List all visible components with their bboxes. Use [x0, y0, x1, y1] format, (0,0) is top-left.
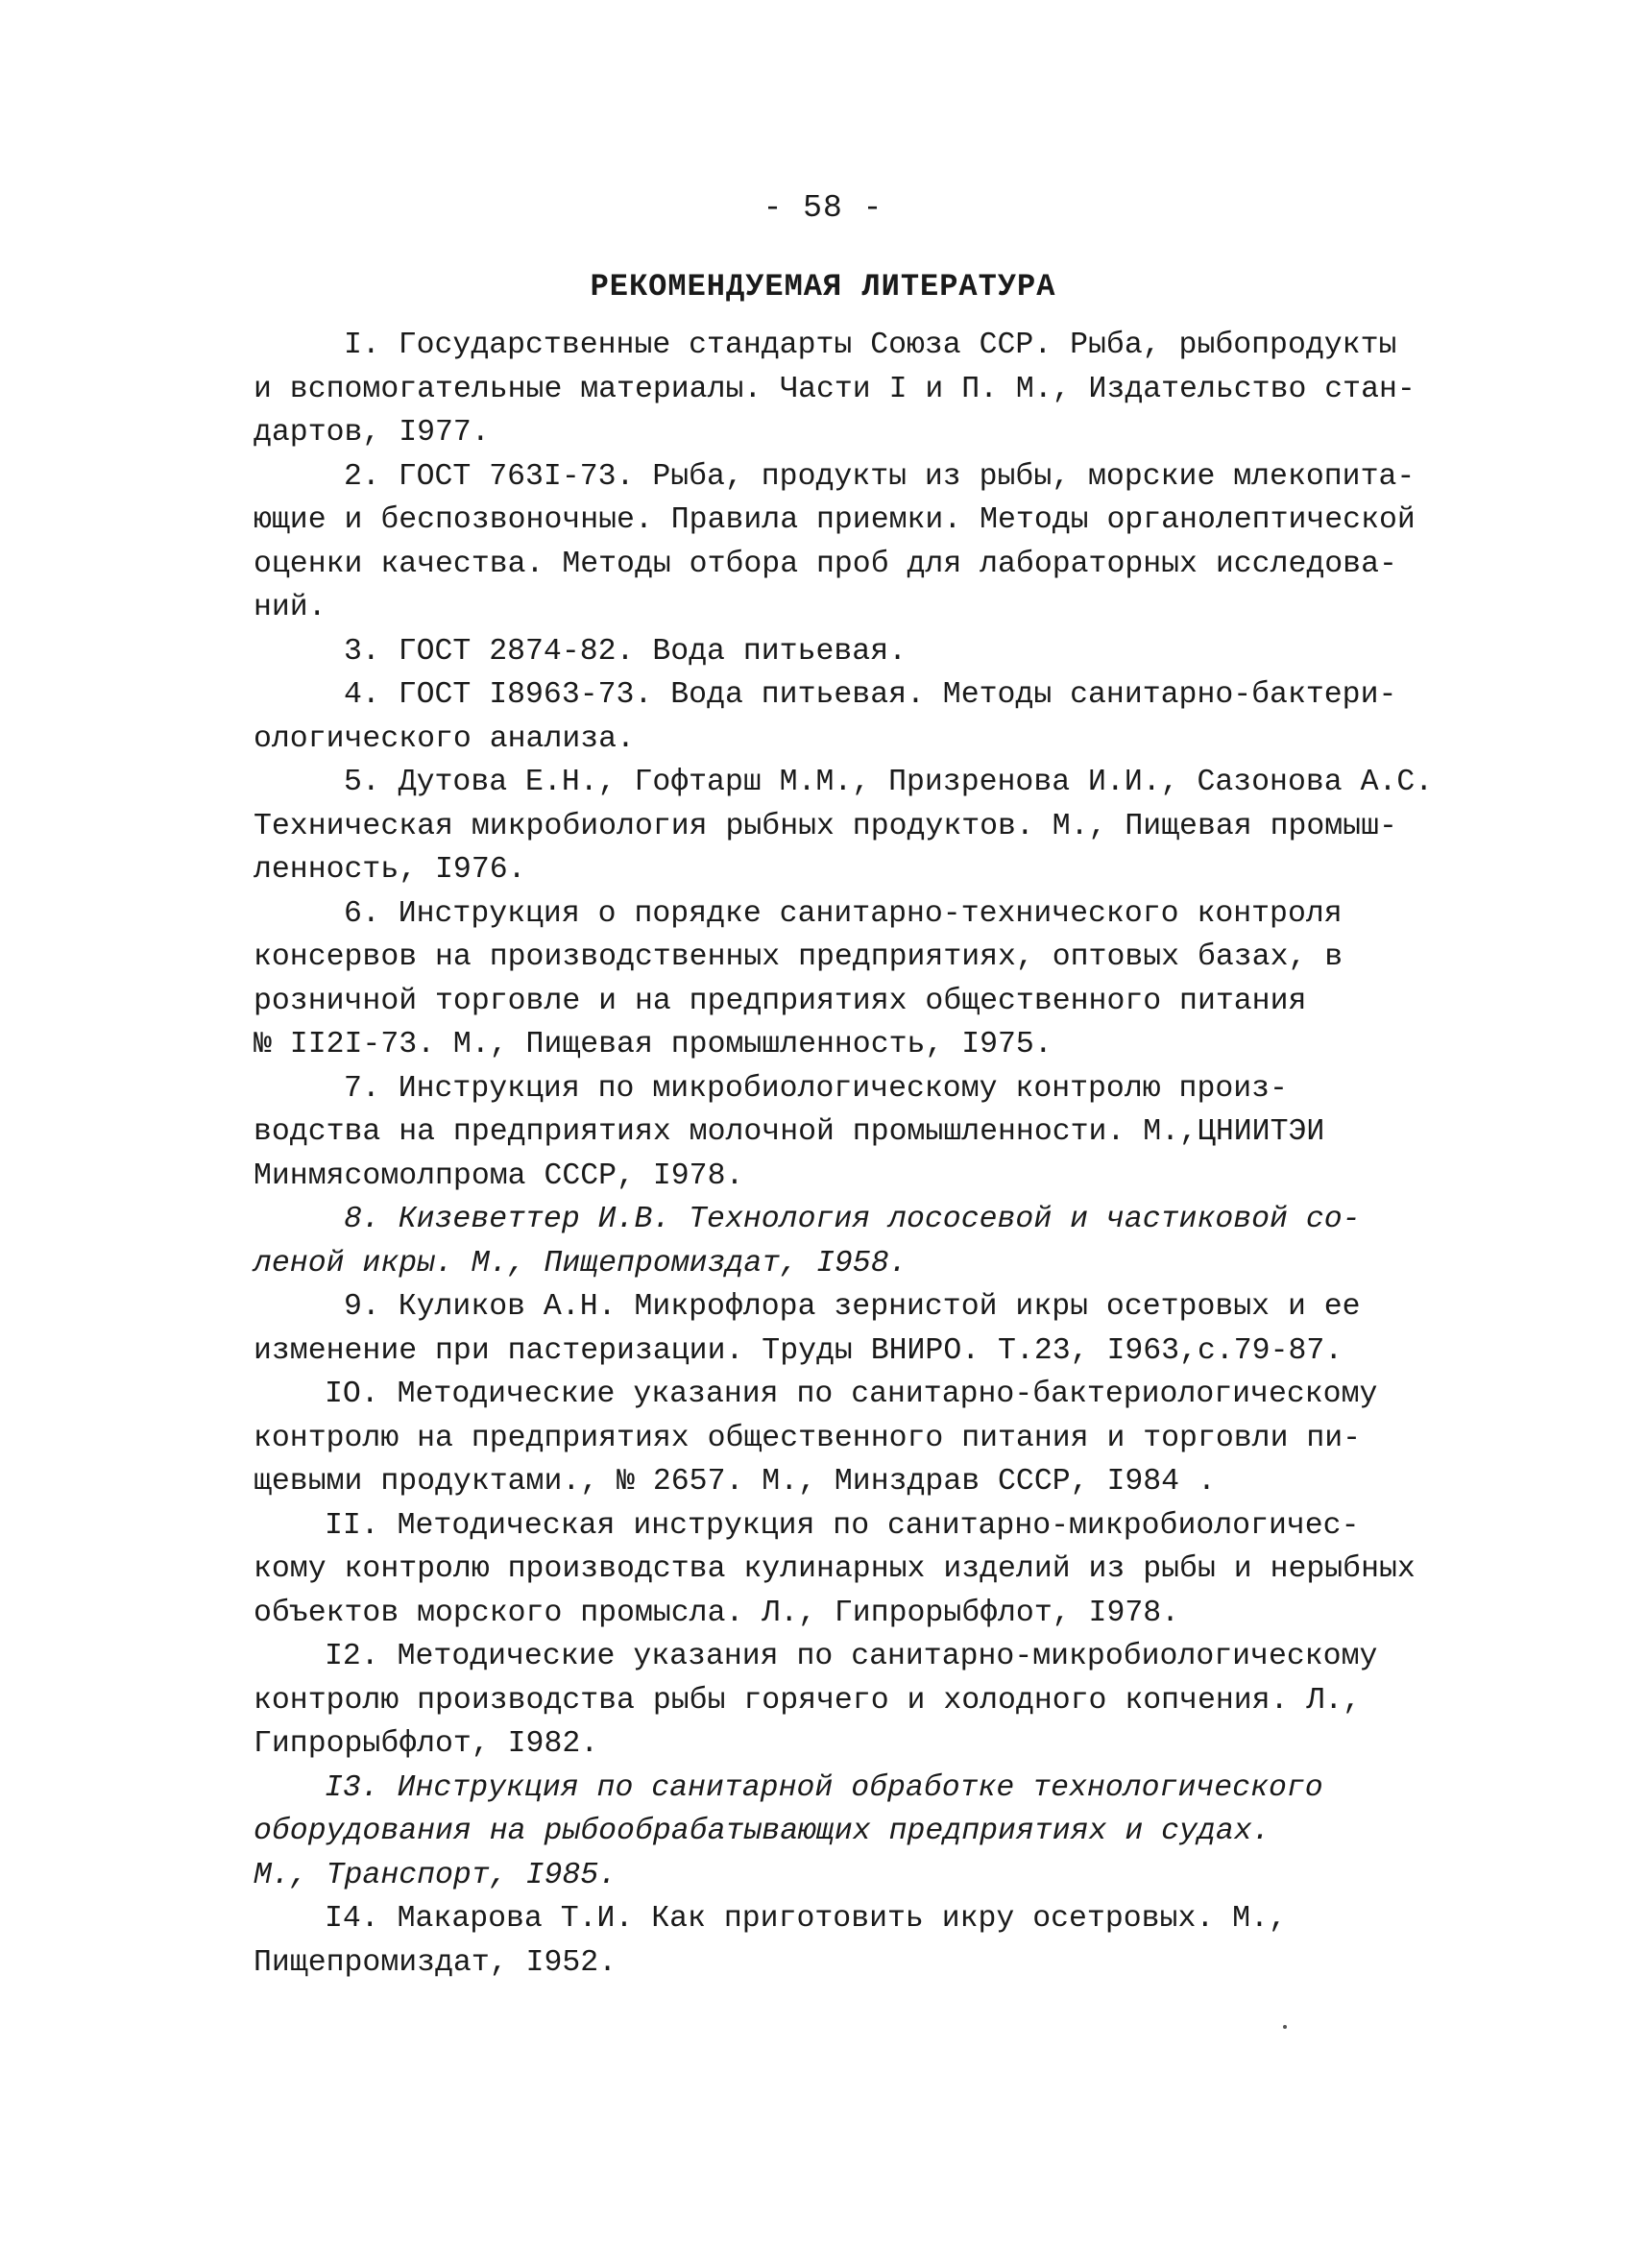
- reference-line: I3. Инструкция по санитарной обработке технологического: [325, 1770, 1323, 1805]
- reference-item: [254, 324, 1454, 455]
- reference-item: [254, 761, 1454, 892]
- reference-item: [254, 1067, 1454, 1199]
- scan-speck: [1283, 2025, 1287, 2029]
- reference-line: М., Транспорт, I985.: [254, 1858, 617, 1892]
- reference-item: [254, 673, 1454, 761]
- reference-line: 3. ГОСТ 2874-82. Вода питьевая.: [344, 634, 907, 669]
- reference-line: Гипрорыбфлот, I982.: [254, 1727, 599, 1761]
- reference-line: Минмясомолпрома СССР, I978.: [254, 1158, 744, 1193]
- reference-line: IO. Методические указания по санитарно-бактериологическому: [325, 1378, 1378, 1411]
- reference-line: I. Государственные стандарты Союза ССР. Рыба, рыбопродукты: [344, 329, 1397, 362]
- reference-line: ющие и беспозвоночные. Правила приемки. Методы органолептической: [254, 503, 1416, 537]
- reference-line: объектов морского промысла. Л., Гипрорыбфлот, I978.: [254, 1596, 1180, 1630]
- reference-line: 6. Инструкция о порядке санитарно-технического контроля: [344, 896, 1343, 931]
- reference-line: розничной торговле и на предприятиях общественного питания: [254, 984, 1307, 1018]
- reference-line: леной икры. М., Пищепромиздат, I958.: [254, 1246, 908, 1280]
- reference-item: [254, 1635, 1454, 1767]
- reference-line: кому контролю производства кулинарных изделий из рыбы и нерыбных: [254, 1552, 1416, 1586]
- reference-line: 9. Куликов А.Н. Микрофлора зернистой икры осетровых и ее: [344, 1290, 1361, 1324]
- reference-line: ологического анализа.: [254, 721, 635, 756]
- reference-line: дартов, I977.: [254, 416, 490, 450]
- reference-item: [254, 1285, 1454, 1373]
- reference-line: ний.: [254, 591, 327, 624]
- reference-line: Техническая микробиология рыбных продуктов. М., Пищевая промыш-: [254, 809, 1397, 843]
- page-title: РЕКОМЕНДУЕМАЯ ЛИТЕРАТУРА: [590, 269, 1056, 305]
- reference-item: [254, 1198, 1454, 1285]
- reference-line: изменение при пастеризации. Труды ВНИРО. Т.23, I963,с.79-87.: [254, 1333, 1343, 1368]
- reference-line: I2. Методические указания по санитарно-микробиологическому: [325, 1640, 1378, 1673]
- reference-line: оборудования на рыбообрабатывающих предприятиях и судах.: [254, 1815, 1271, 1848]
- reference-line: щевыми продуктами., № 2657. М., Минздрав СССР, I984 .: [254, 1465, 1216, 1499]
- reference-item: [254, 630, 1454, 674]
- reference-line: и вспомогательные материалы. Части I и П. М., Издательство стан-: [254, 372, 1416, 406]
- page-number: - 58 -: [762, 190, 884, 226]
- reference-item: [254, 1897, 1454, 1985]
- reference-line: № II2I-73. М., Пищевая промышленность, I975.: [254, 1028, 1053, 1061]
- reference-list: [254, 324, 1454, 1985]
- reference-line: 5. Дутова Е.Н., Гофтарш М.М., Призренова И.И., Сазонова А.С.: [344, 766, 1434, 799]
- reference-item: [254, 1767, 1454, 1898]
- reference-line: 7. Инструкция по микробиологическому контролю произ-: [344, 1071, 1288, 1106]
- reference-line: контролю на предприятиях общественного питания и торговли пи-: [254, 1421, 1362, 1455]
- reference-line: 8. Кизеветтер И.В. Технология лососевой и частиковой со-: [344, 1203, 1361, 1236]
- reference-item: [254, 1373, 1454, 1504]
- reference-line: II. Методическая инструкция по санитарно-микробиологичес-: [325, 1508, 1360, 1543]
- reference-line: оценки качества. Методы отбора проб для лабораторных исследова-: [254, 547, 1397, 581]
- reference-line: 2. ГОСТ 763I-73. Рыба, продукты из рыбы, морские млекопита-: [344, 459, 1416, 494]
- reference-line: I4. Макарова Т.И. Как приготовить икру осетровых. М.,: [325, 1902, 1287, 1936]
- reference-line: Пищепромиздат, I952.: [254, 1945, 617, 1980]
- reference-line: контролю производства рыбы горячего и холодного копчения. Л.,: [254, 1683, 1362, 1718]
- reference-item: [254, 455, 1454, 630]
- reference-line: ленность, I976.: [254, 853, 526, 887]
- reference-line: консервов на производственных предприятиях, оптовых базах, в: [254, 940, 1343, 974]
- reference-item: [254, 892, 1454, 1067]
- reference-item: [254, 1504, 1454, 1636]
- reference-line: 4. ГОСТ I8963-73. Вода питьевая. Методы санитарно-бактери-: [344, 678, 1397, 712]
- reference-line: водства на предприятиях молочной промышленности. М.,ЦНИИТЭИ: [254, 1115, 1325, 1149]
